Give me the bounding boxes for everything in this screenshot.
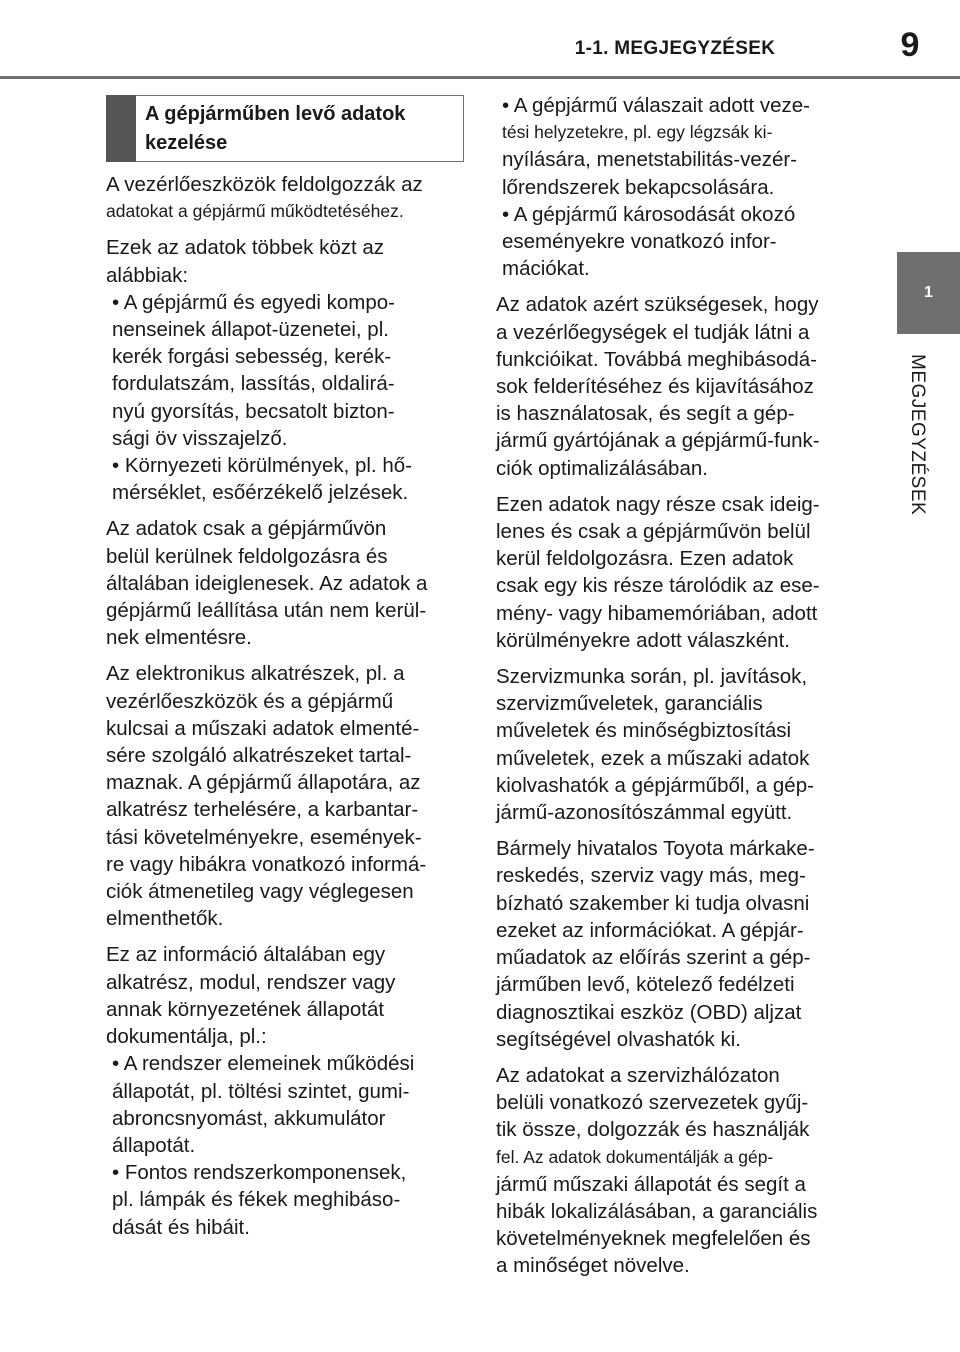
text-line: dokumentálja, pl.: [106, 1025, 267, 1049]
text-line: abroncsnyomást, akkumulátor [112, 1106, 386, 1130]
text-line: állapotát. [112, 1133, 196, 1157]
bullet-line: • Környezeti körülmények, pl. hő- [112, 454, 413, 478]
text-line: csak egy kis része tárolódik az ese- [496, 574, 820, 598]
text-line: a vezérlőegységek el tudják látni a [496, 320, 810, 344]
text-line: is használatosak, és segít a gép- [496, 402, 795, 426]
text-line: műveletek és minőségbiztosítási [496, 719, 792, 743]
text-line: mérséklet, esőérzékelő jelzések. [112, 481, 409, 505]
text-line: Bármely hivatalos Toyota márkake- [496, 837, 815, 861]
text-line: pl. lámpák és fékek meghibáso- [112, 1188, 401, 1212]
text-line: Ezen adatok nagy része csak ideig- [496, 492, 820, 516]
text-line: sági öv visszajelző. [112, 426, 288, 450]
text-line: bízható szakember ki tudja olvasni [496, 891, 810, 915]
text-line: annak környezetének állapotát [106, 997, 385, 1021]
section-heading-line: kezelése [145, 132, 228, 154]
text-line: szervizműveletek, garanciális [496, 692, 763, 716]
section-heading-bar [106, 95, 136, 162]
text-line: segítségével olvashatók ki. [496, 1027, 741, 1051]
text-line: ciók átmenetileg vagy véglegesen [106, 880, 414, 904]
text-line: gépjármű leállítása után nem kerül- [106, 599, 427, 623]
text-line: adatokat a gépjármű működtetéséhez. [106, 201, 404, 222]
text-line: lenes és csak a gépjárművön belül [496, 520, 811, 544]
text-line: funkcióikat. Továbbá meghibásodá- [496, 347, 817, 371]
text-line: Az elektronikus alkatrészek, pl. a [106, 662, 405, 686]
text-line: mény- vagy hibamemóriában, adott [496, 601, 818, 625]
chapter-tab[interactable] [897, 252, 960, 334]
text-line: jármű-azonosítószámmal együtt. [496, 801, 793, 825]
text-line: Az adatokat a szervizhálózaton [496, 1063, 780, 1087]
bullet-line: • A gépjármű válaszait adott veze- [502, 94, 811, 117]
text-line: állapotát, pl. töltési szintet, gumi- [112, 1079, 410, 1103]
bullet-line: • Fontos rendszerkomponensek, [112, 1161, 407, 1185]
text-line: tási követelményekre, események- [106, 825, 422, 849]
text-line: kerül feldolgozásra. Ezen adatok [496, 547, 794, 571]
text-line: lőrendszerek bekapcsolására. [502, 175, 775, 199]
text-line: a minőséget növelve. [496, 1254, 690, 1278]
text-line: ciók optimalizálásában. [496, 456, 708, 480]
text-line: tési helyzetekre, pl. egy légzsák ki- [502, 122, 773, 143]
chapter-label: MEGJEGYZÉSEK [907, 354, 928, 516]
text-line: kulcsai a műszaki adatok elmenté- [106, 716, 420, 740]
text-line: dását és hibáit. [112, 1215, 250, 1239]
text-line: fel. Az adatok dokumentálják a gép- [496, 1146, 774, 1167]
text-line: Ez az információ általában egy [106, 943, 386, 967]
text-line: alkatrész terhelésére, a karbantar- [106, 798, 419, 822]
text-line: körülményekre adott válaszként. [496, 628, 790, 652]
text-line: kerék forgási sebesség, kerék- [112, 345, 392, 369]
chapter-number: 1 [924, 284, 933, 301]
section-title: 1-1. MEGJEGYZÉSEK [574, 38, 776, 59]
text-line: tik össze, dolgozzák és használják [496, 1118, 810, 1142]
text-line: Az adatok csak a gépjárművön [106, 517, 387, 541]
right-column [496, 92, 856, 1280]
text-line: Ezek az adatok többek közt az [106, 236, 385, 260]
section-heading-line: A gépjárműben levő adatok [145, 103, 406, 125]
text-line: belüli vonatkozó szervezetek gyűj- [496, 1091, 809, 1115]
text-line: diagnosztikai eszköz (OBD) aljzat [496, 1000, 802, 1024]
text-line: mációkat. [502, 257, 590, 281]
header-divider [0, 76, 960, 79]
text-line: követelményeknek megfelelően és [496, 1227, 811, 1251]
text-line: re vagy hibákra vonatkozó informá- [106, 852, 427, 876]
text-line: ezeket az információkat. A gépjár- [496, 918, 804, 942]
bullet-line: • A rendszer elemeinek működési [112, 1052, 415, 1076]
text-line: nyú gyorsítás, becsatolt bizton- [112, 399, 395, 423]
text-line: sére szolgáló alkatrészeket tartal- [106, 744, 412, 768]
text-line: jármű gyártójának a gépjármű-funk- [496, 429, 820, 453]
text-line: eseményekre vonatkozó infor- [502, 230, 777, 254]
text-line: vezérlőeszközök és a gépjármű [106, 689, 394, 713]
text-line: műadatok az előírás szerint a gép- [496, 946, 811, 970]
text-line: nek elmentésre. [106, 626, 252, 650]
text-line: Az adatok azért szükségesek, hogy [496, 293, 819, 317]
text-line: A vezérlőeszközök feldolgozzák az [106, 173, 423, 196]
section-heading-box [106, 95, 464, 162]
text-line: járműben levő, kötelező fedélzeti [496, 973, 795, 997]
text-line: kiolvashatók a gépjárműből, a gép- [496, 773, 814, 797]
text-line: fordulatszám, lassítás, oldalirá- [112, 372, 395, 396]
text-line: maznak. A gépjármű állapotára, az [106, 771, 421, 795]
text-line: jármű műszaki állapotát és segít a [496, 1172, 806, 1196]
text-line: belül kerülnek feldolgozásra és [106, 544, 388, 568]
section-heading [145, 100, 457, 158]
left-column [106, 171, 466, 1241]
text-line: hibák lokalizálásában, a garanciális [496, 1199, 818, 1223]
text-line: Szervizmunka során, pl. javítások, [496, 665, 808, 689]
text-line: nyílására, menetstabilitás-vezér- [502, 148, 798, 172]
text-line: műveletek, ezek a műszaki adatok [496, 746, 810, 770]
text-line: sok felderítéséhez és kijavításához [496, 375, 814, 399]
text-line: nenseinek állapot-üzenetei, pl. [112, 318, 389, 342]
text-line: reskedés, szerviz vagy más, meg- [496, 864, 806, 888]
bullet-line: • A gépjármű és egyedi kompo- [112, 290, 395, 314]
page-number: 9 [900, 26, 920, 64]
text-line: általában ideiglenesek. Az adatok a [106, 571, 428, 595]
text-line: alkatrész, modul, rendszer vagy [106, 970, 396, 994]
text-line: alábbiak: [106, 263, 189, 287]
bullet-line: • A gépjármű károsodását okozó [502, 202, 796, 226]
text-line: elmenthetők. [106, 907, 224, 931]
